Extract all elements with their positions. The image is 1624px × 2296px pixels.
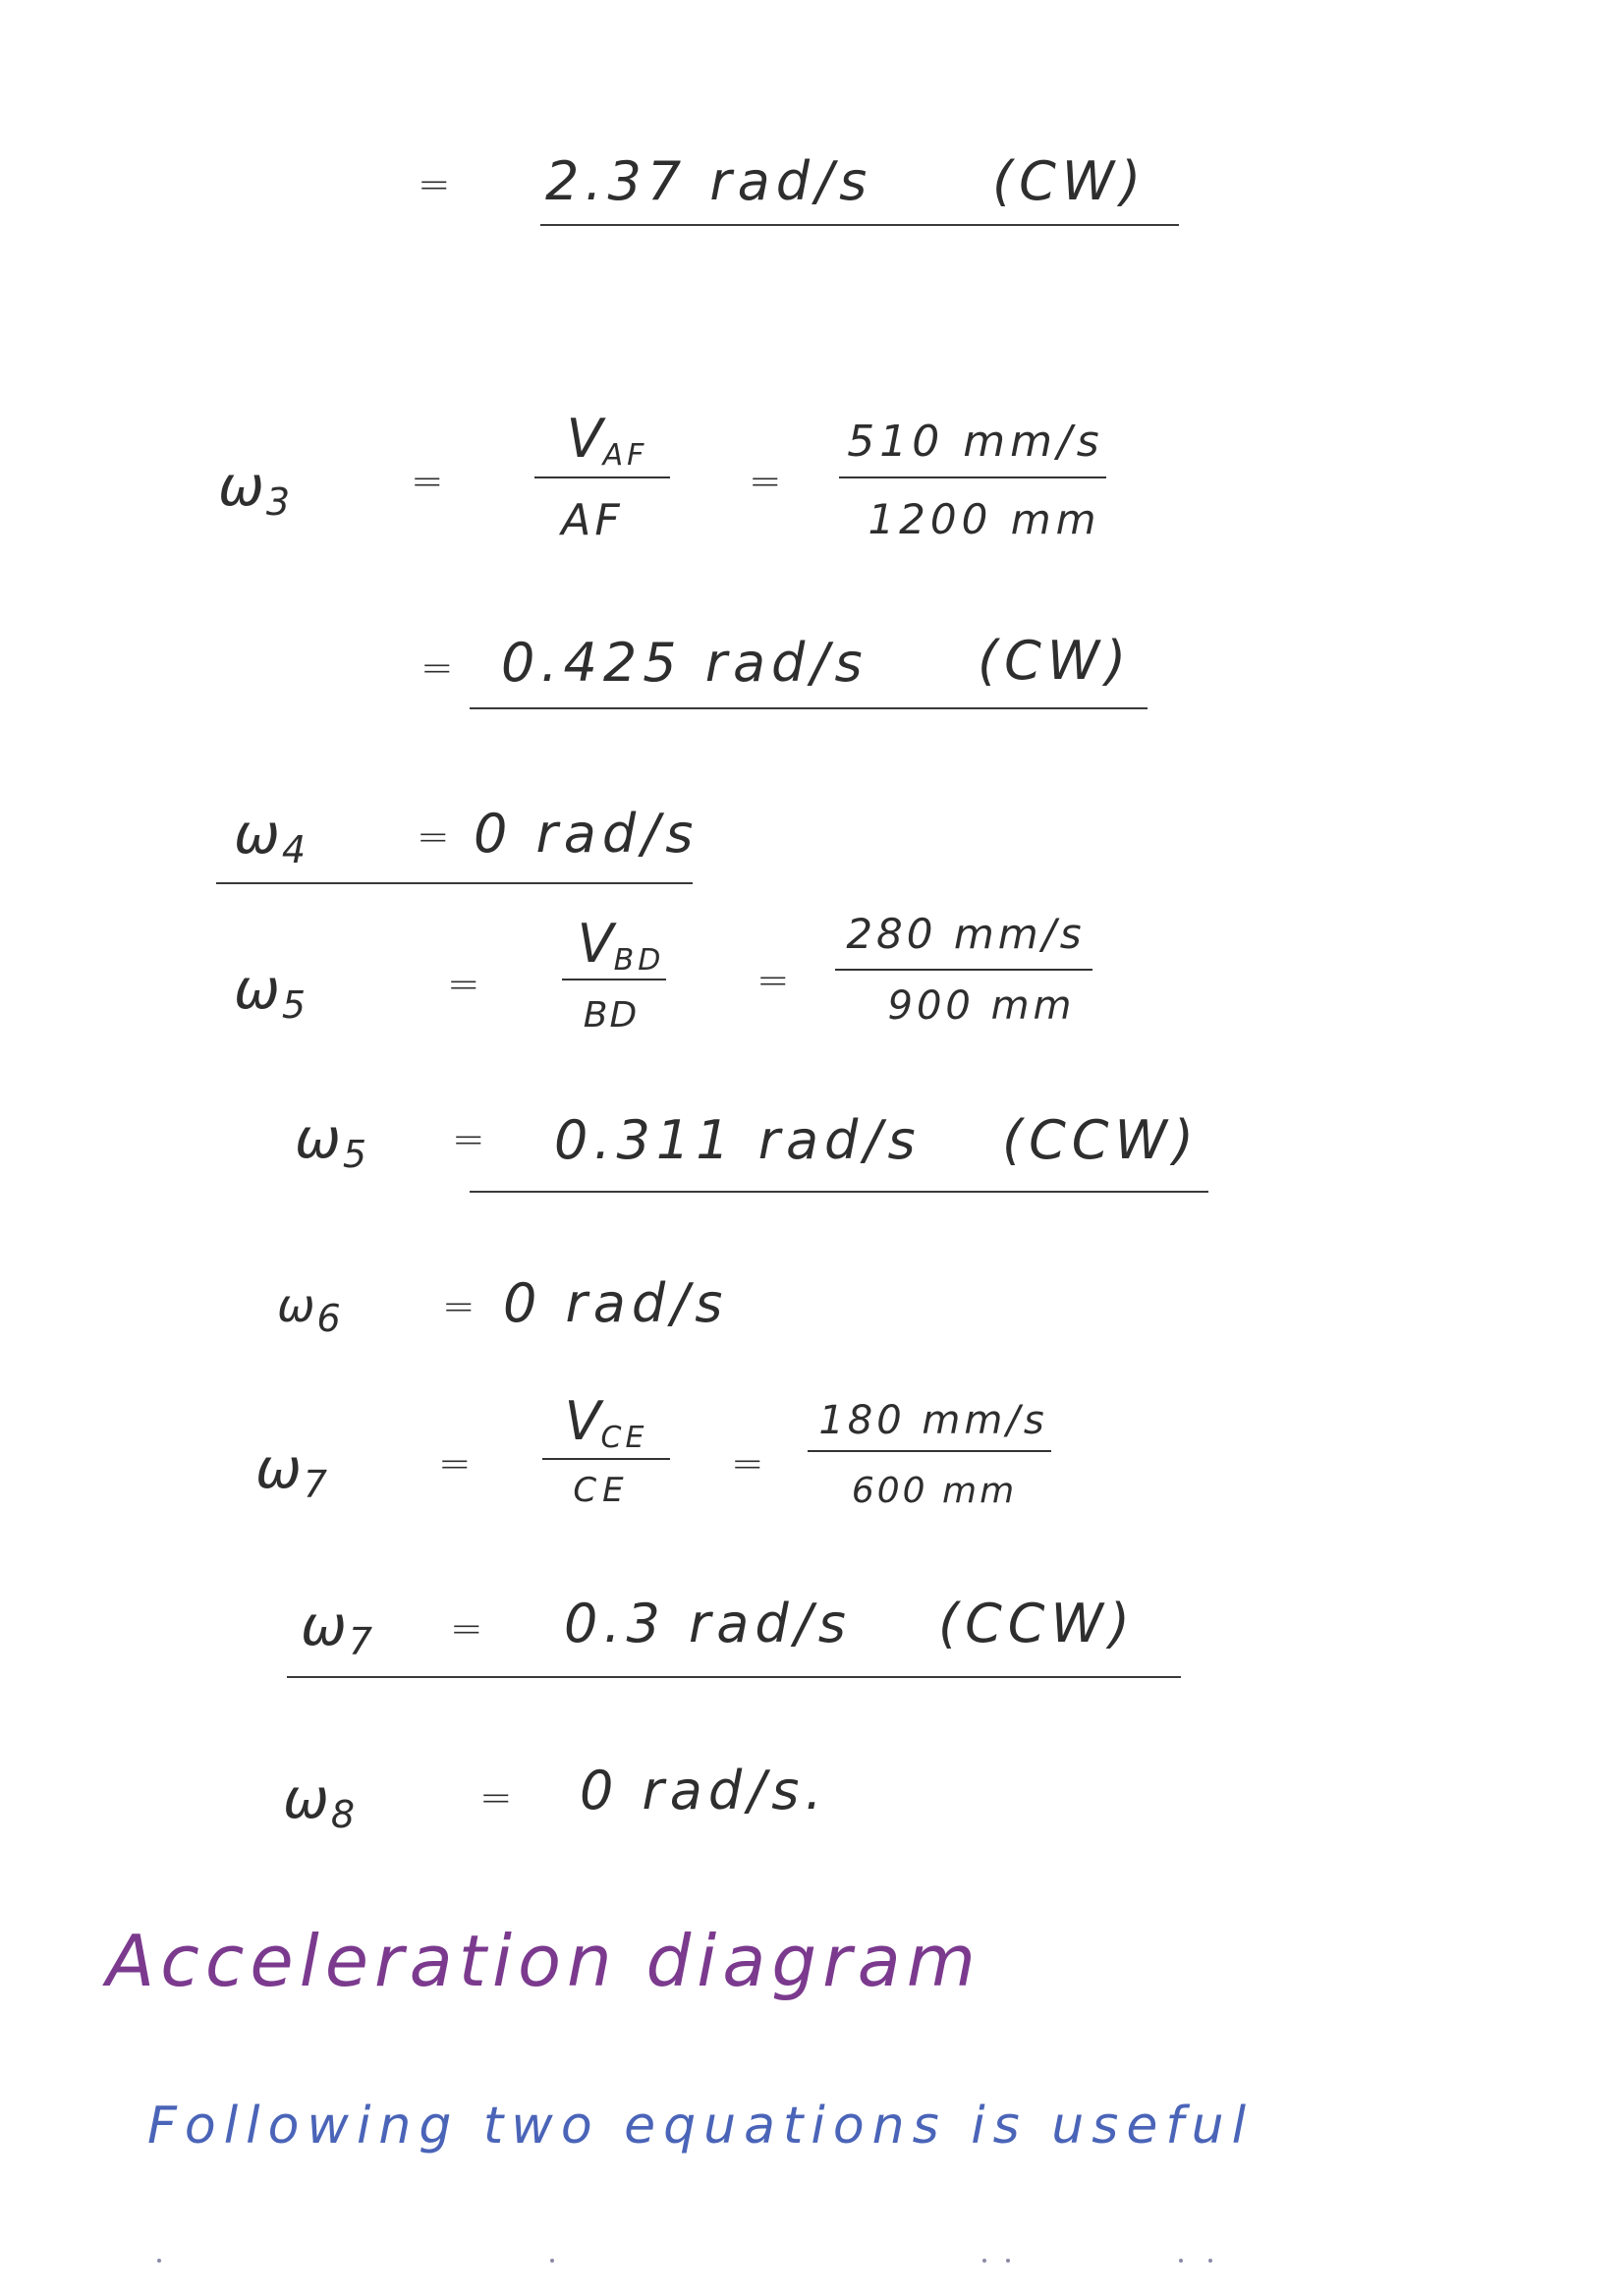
velocity-numerator: $V_{AF}$ [566,408,648,473]
omega-value: 2.37 rad/s [545,150,873,212]
fraction-bar [835,969,1092,971]
direction-label: (CW) [978,630,1133,692]
velocity-value: 180 mm/s [818,1398,1048,1443]
result-underline [470,1191,1208,1193]
omega-8-symbol: $\omega_8$ [283,1767,358,1836]
equals-sign: = [731,1441,764,1486]
direction-label: (CCW) [938,1593,1136,1654]
equals-sign: = [479,1775,513,1820]
equals-sign: = [447,962,480,1007]
omega-value: 0.425 rad/s [501,632,868,694]
section-heading: Acceleration diagram [106,1920,981,2002]
result-underline [216,882,693,884]
length-denominator: BD [583,995,640,1036]
result-underline [470,707,1148,709]
omega-3-symbol: $\omega_3$ [218,455,293,524]
direction-label: (CCW) [1002,1109,1200,1171]
equals-sign: = [417,814,450,860]
result-underline [287,1676,1181,1678]
omega-value: 0.3 rad/s [564,1593,852,1654]
omega-value: 0 rad/s [474,803,700,865]
length-denominator: AF [561,495,624,545]
equals-sign: = [418,162,451,207]
omega-value: 0 rad/s [503,1272,729,1334]
omega-4-symbol: $\omega_4$ [234,803,308,871]
velocity-numerator: $V_{CE}$ [564,1390,648,1455]
omega-value: 0 rad/s. [580,1760,828,1821]
fraction-bar [808,1450,1051,1452]
equals-sign: = [749,459,782,504]
equals-sign: = [756,958,790,1003]
fraction-bar [562,979,666,980]
omega-5-symbol: $\omega_5$ [295,1107,369,1176]
omega-7-symbol: $\omega_7$ [301,1595,375,1663]
equals-sign: = [452,1117,485,1162]
length-denominator: CE [573,1471,630,1510]
equals-sign: = [438,1441,472,1486]
velocity-value: 280 mm/s [846,910,1086,958]
length-value: 1200 mm [868,495,1101,543]
fraction-bar [839,476,1106,478]
equals-sign: = [411,459,444,504]
velocity-value: 510 mm/s [847,417,1104,467]
equals-sign: = [442,1284,476,1329]
length-value: 900 mm [887,983,1076,1029]
equals-sign: = [450,1606,483,1652]
velocity-numerator: $V_{BD}$ [577,913,665,978]
omega-6-symbol: $\omega_6$ [277,1279,343,1340]
omega-5-symbol: $\omega_5$ [234,958,308,1027]
result-underline [540,224,1179,226]
length-value: 600 mm [851,1471,1018,1511]
note-text: Following two equations is useful [147,2097,1255,2156]
direction-label: (CW) [992,150,1148,212]
fraction-bar [534,476,670,478]
omega-7-symbol: $\omega_7$ [255,1437,330,1506]
omega-value: 0.311 rad/s [554,1109,922,1171]
cutoff-marks [147,2256,1267,2266]
fraction-bar [542,1458,670,1460]
equals-sign: = [420,645,454,691]
